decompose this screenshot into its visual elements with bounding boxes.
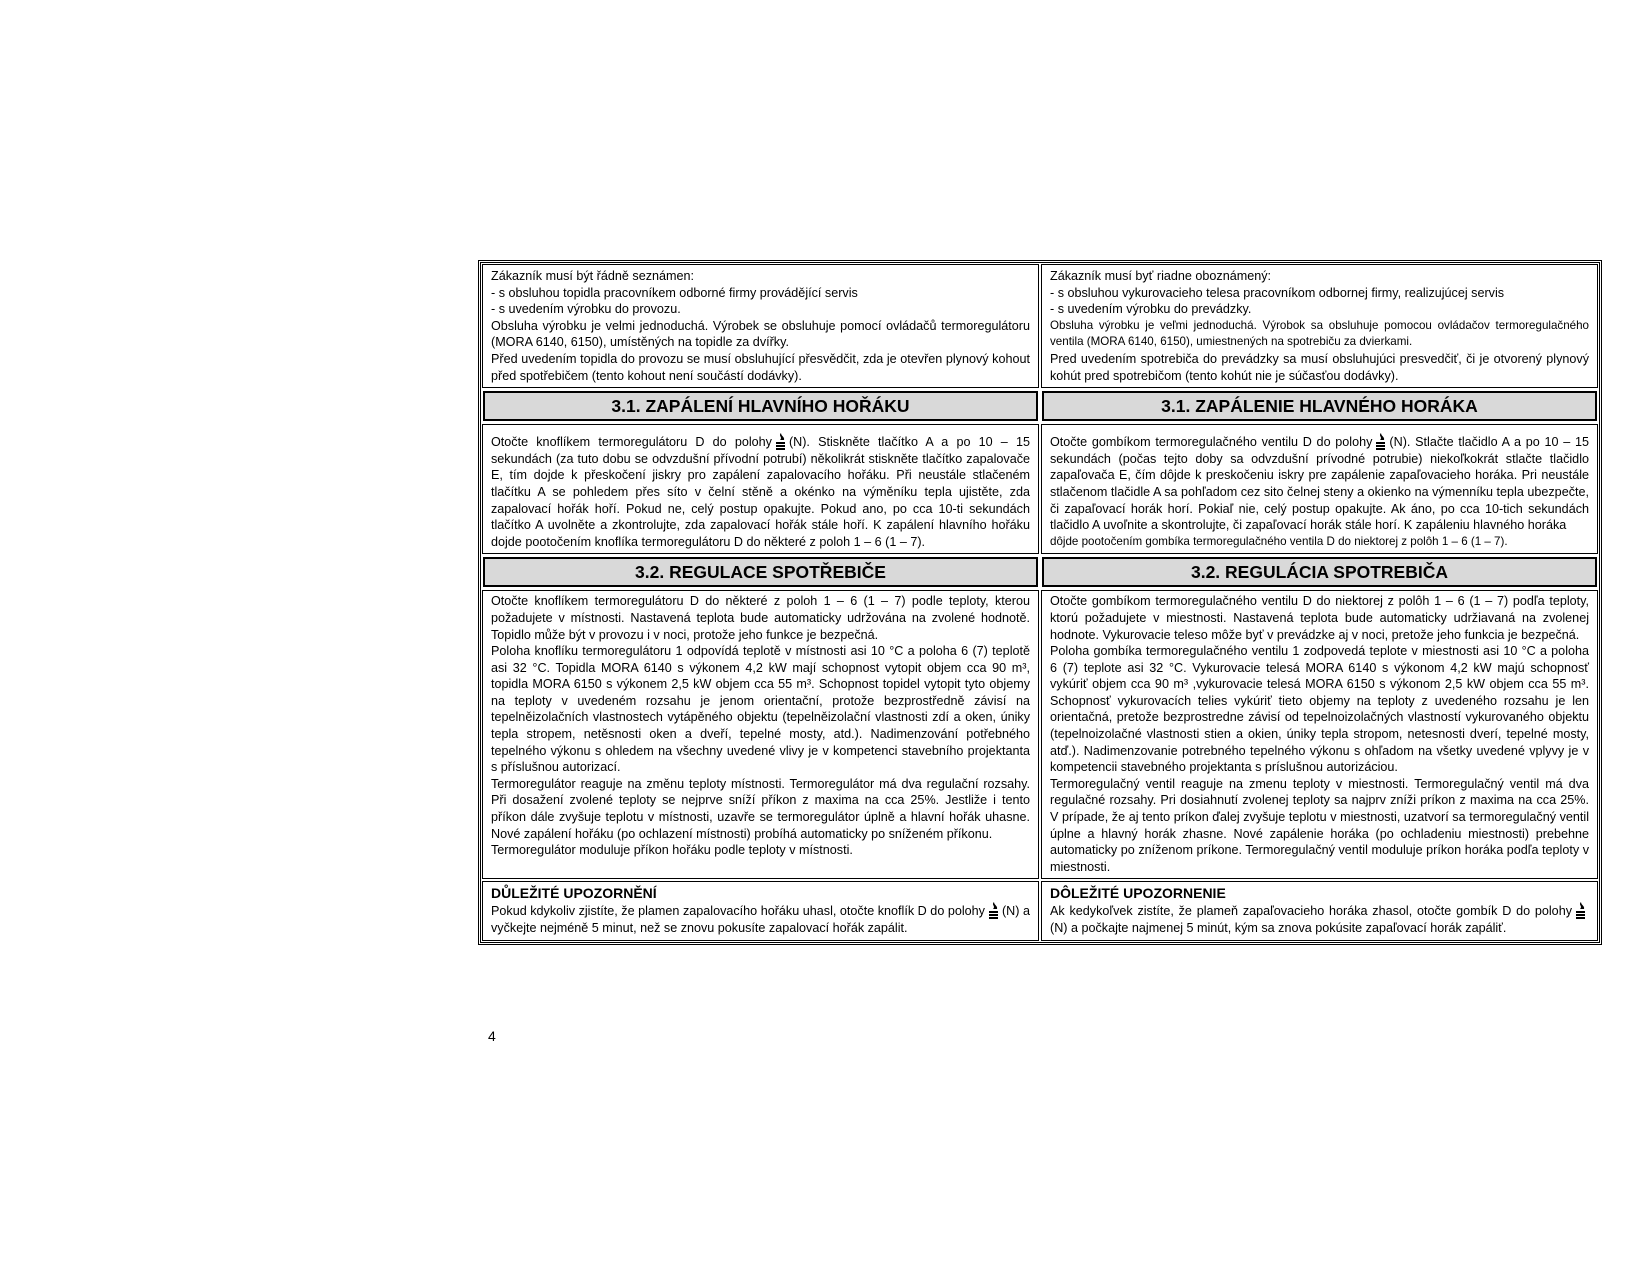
intro-left-line: - s uvedením výrobku do provozu. (491, 302, 681, 317)
section2-right-paragraph: Poloha gombíka termoregulačného ventilu 1 zodpovedá teplote v miestnosti asi 10 °C a poloha 6 (7) teplote asi 32 °C. Vykurovacie telesá MORA 6140 s výkonom 4,2 kW majú schopnosť vykúriť objem cca 90 m³ ,vykurovacie telesá MORA 6150 s výkonom 2,5 kW objem cca 55 m³. Schopnosť vykurovacích telies vykúriť tieto objemy na teploty z uvedeného rozsahu je len orientačná, pretože bezprostredne závisí od tepelnoizolačných vlastností vykurovaného objektu (tepelnoizolačné vlastnosti stien a okien, úniky tepla stropom, netesnosti dverí, tepelné mosty, atď.). Nadimenzovanie potrebného tepelného výkonu s ohľadom na všetky uvedené vplyvy je v kompetencii stavebného projektanta s príslušnou autorizáciou. (1050, 644, 1589, 775)
warning-left-text (491, 902, 1030, 936)
intro-row (481, 263, 1599, 389)
section1-left-text-b: (N). Stiskněte tlačítko A a po 10 – 15 sekundách (za tuto dobu se odvzdušní přívodní potrubí) několikrát stiskněte tlačítko zapalovače E, tím dojde k přeskočení jiskry pro zapálení zapalovacího hořáku. Při neustále stlačeném tlačítku A se pohledem přes síto v čelní stěně a okénko na výměníku tepla ujistěte, zda zapalovací hořák hoří. Pokud ne, celý postup opakujte. Pokud ano, po cca 10-ti sekundách tlačítko A uvolněte a zkontrolujte, zda zapalovací hořák stále hoří. K zapálení hlavního hořáku dojde pootočením knoflíka termoregulátoru D do některé z poloh 1 – 6 (1 – 7). (491, 435, 1030, 549)
section1-left-text-a: Otočte knoflíkem termoregulátoru D do polohy (491, 435, 772, 450)
section2-left-paragraph: Poloha knoflíku termoregulátoru 1 odpovídá teplotě v místnosti asi 10 °C a poloha 6 (7) teplotě asi 32 °C. Topidla MORA 6140 s výkonem 4,2 kW mají schopnost vytopit objem cca 90 m³, topidla MORA 6150 s výkonem 2,5 kW objem cca 55 m³. Schopnost topidel vytopit tyto objemy na teploty v uvedeném rozsahu je jenom orientační, protože bezprostředně závisí na tepelněizolačních vlastnostech vytápěného objektu (tepelněizolační vlastnosti zdí a oken, úniky tepla stropem, netěsnosti oken a dveří, tepelné mosty, atd.). Nadimenzování potřebného tepelného výkonu s ohledem na všechny uvedené vlivy je v kompetenci stavebního projektanta s příslušnou autorizací. (491, 644, 1030, 775)
section2-left-paragraph: Termoregulátor reaguje na změnu teploty místnosti. Termoregulátor má dva regulační rozsahy. Při dosažení zvolené teploty se nejprve sníží příkon z maxima na cca 25%. Jestliže i tento příkon dále zvyšuje teplotu v místnosti, uzavře se termoregulátor úplně a hlavní hořák uhasne. Nové zapálení hořáku (po ochlazení místnosti) probíhá automaticky po sníženém příkonu. (491, 776, 1030, 841)
instruction-table (478, 260, 1602, 945)
intro-right-line: - s uvedením výrobku do prevádzky. (1050, 302, 1252, 317)
section2-right-cell (1041, 590, 1598, 879)
section2-left-paragraph: Otočte knoflíkem termoregulátoru D do některé z poloh 1 – 6 (1 – 7) podle teploty, kterou požadujete v místnosti. Nastavená teplota bude automaticky udržována na zvolené hodnotě. Topidlo může být v provozu i v noci, protože jeho funkce je bezpečná. (491, 594, 1030, 642)
warning-right-text-b: (N) a počkajte najmenej 5 minút, kým sa znova pokúsite zapaľovací horák zapáliť. (1050, 921, 1507, 935)
section2-body-row (481, 589, 1599, 880)
section1-header-row (481, 389, 1599, 423)
pilot-flame-symbol-icon (1375, 433, 1386, 450)
intro-right-cell (1041, 264, 1598, 388)
section2-left-paragraph: Termoregulátor moduluje příkon hořáku podle teploty v místnosti. (491, 843, 853, 858)
section1-right-text-b: (N). Stlačte tlačidlo A a po 10 – 15 sekundách (počas tejto doby sa odvzdušní prívodné potrubie) niekoľkokrát stlačte tlačidlo zapaľovača E, čím dôjde k preskočeniu iskry pre zapálenie zapaľovacieho horáka. Pri neustále stlačenom tlačidle A sa pohľadom cez sito čelnej steny a okienko na výmenníku tepla ubezpečte, či zapaľovací horák horí. Pokiaľ nie, celý postup opakujte. Ak áno, po cca 10-tich sekundách tlačidlo A uvoľnite a skontrolujte, či zapaľovací horák stále horí. K zapáleniu hlavného horáka (1050, 435, 1589, 533)
page-number: 4 (488, 1028, 496, 1044)
intro-left-line: Před uvedením topidla do provozu se musí obsluhující přesvědčit, zda je otevřen plynový kohout před spotřebičem (tento kohout není součástí dodávky). (491, 351, 1030, 383)
section2-title-right: 3.2. REGULÁCIA SPOTREBIČA (1042, 557, 1597, 587)
section1-title-right: 3.1. ZAPÁLENIE HLAVNÉHO HORÁKA (1042, 391, 1597, 421)
section2-right-paragraph: Otočte gombíkom termoregulačného ventilu D do niektorej z polôh 1 – 6 (1 – 7) podľa teploty, ktorú požadujete v miestnosti. Nastavená teplota bude automaticky udržiavaná na zvolenej hodnote. Vykurovacie teleso môže byť v prevádzke aj v noci, pretože jeho funkcia je bezpečná. (1050, 594, 1589, 642)
intro-left-cell (482, 264, 1039, 388)
section2-right-paragraph: Termoregulačný ventil reaguje na zmenu teploty v miestnosti. Termoregulačný ventil má dva regulačné rozsahy. Pri dosiahnutí zvolenej teploty sa najprv zníži príkon z maxima na cca 25%. V prípade, že aj tento príkon ďalej zvyšuje teplotu v miestnosti, uzatvorí sa termoregulačný ventil úplne a hlavný horák zhasne. Nové zapálenie horáka (po ochladeniu miestnosti) prebehne automaticky po zníženom príkone. Termoregulačný ventil moduluje príkon horáka podľa teploty v miestnosti. (1050, 776, 1589, 874)
warning-right-title: DÔLEŽITÉ UPOZORNENIE (1050, 885, 1226, 902)
section1-right-cell (1041, 424, 1598, 554)
section2-title-left: 3.2. REGULACE SPOTŘEBIČE (483, 557, 1038, 587)
warning-right-cell (1041, 881, 1598, 940)
section2-left-cell (482, 590, 1039, 879)
section1-body-row (481, 423, 1599, 555)
section1-left-text (491, 433, 1030, 550)
section1-title-left: 3.1. ZAPÁLENÍ HLAVNÍHO HOŘÁKU (483, 391, 1038, 421)
warning-left-cell (482, 881, 1039, 940)
pilot-flame-symbol-icon (775, 433, 786, 450)
section1-right-text (1050, 433, 1589, 534)
intro-right-line: Pred uvedením spotrebiča do prevádzky sa musí obsluhujúci presvedčiť, či je otvorený plynový kohút pred spotrebičom (tento kohút nie je súčasťou dodávky). (1050, 351, 1589, 383)
pilot-flame-symbol-icon (1575, 902, 1586, 919)
warning-left-text-a: Pokud kdykoliv zjistíte, že plamen zapalovacího hořáku uhasl, otočte knoflík D do polohy (491, 904, 985, 919)
intro-right-line: Obsluha výrobku je veľmi jednoduchá. Výrobok sa obsluhuje pomocou ovládačov termoregulačného ventila (MORA 6140, 6150), umiestnených na spotrebiču za dvierkami. (1050, 318, 1589, 349)
intro-left-line: Zákazník musí být řádně seznámen: (491, 269, 694, 283)
warning-row (481, 880, 1599, 941)
section1-left-cell (482, 424, 1039, 554)
intro-left-line: Obsluha výrobku je velmi jednoduchá. Výrobek se obsluhuje pomocí ovládačů termoregulátoru (MORA 6140, 6150), umístěných na topidle za dvířky. (491, 318, 1030, 350)
warning-left-title: DŮLEŽITÉ UPOZORNĚNÍ (491, 885, 657, 902)
warning-right-text (1050, 902, 1589, 936)
warning-right-text-a: Ak kedykoľvek zistíte, že plameň zapaľovacieho horáka zhasol, otočte gombík D do polohy (1050, 904, 1572, 919)
intro-right-line: Zákazník musí byť riadne oboznámený: (1050, 269, 1272, 283)
section1-right-text-a: Otočte gombíkom termoregulačného ventilu D do polohy (1050, 435, 1373, 450)
intro-right-line: - s obsluhou vykurovacieho telesa pracovníkom odbornej firmy, realizujúcej servis (1050, 285, 1505, 300)
section2-header-row (481, 555, 1599, 589)
warning-left-text-b: (N) a vyčkejte nejméně 5 minut, než se znovu pokusíte zapalovací hořák zapálit. (491, 904, 1030, 935)
intro-left-line: - s obsluhou topidla pracovníkem odborné firmy provádějící servis (491, 285, 858, 300)
section1-right-text-c: dôjde pootočením gombíka termoregulačného ventila D do niektorej z polôh 1 – 6 (1 – 7). (1050, 534, 1508, 548)
pilot-flame-symbol-icon (988, 902, 999, 919)
